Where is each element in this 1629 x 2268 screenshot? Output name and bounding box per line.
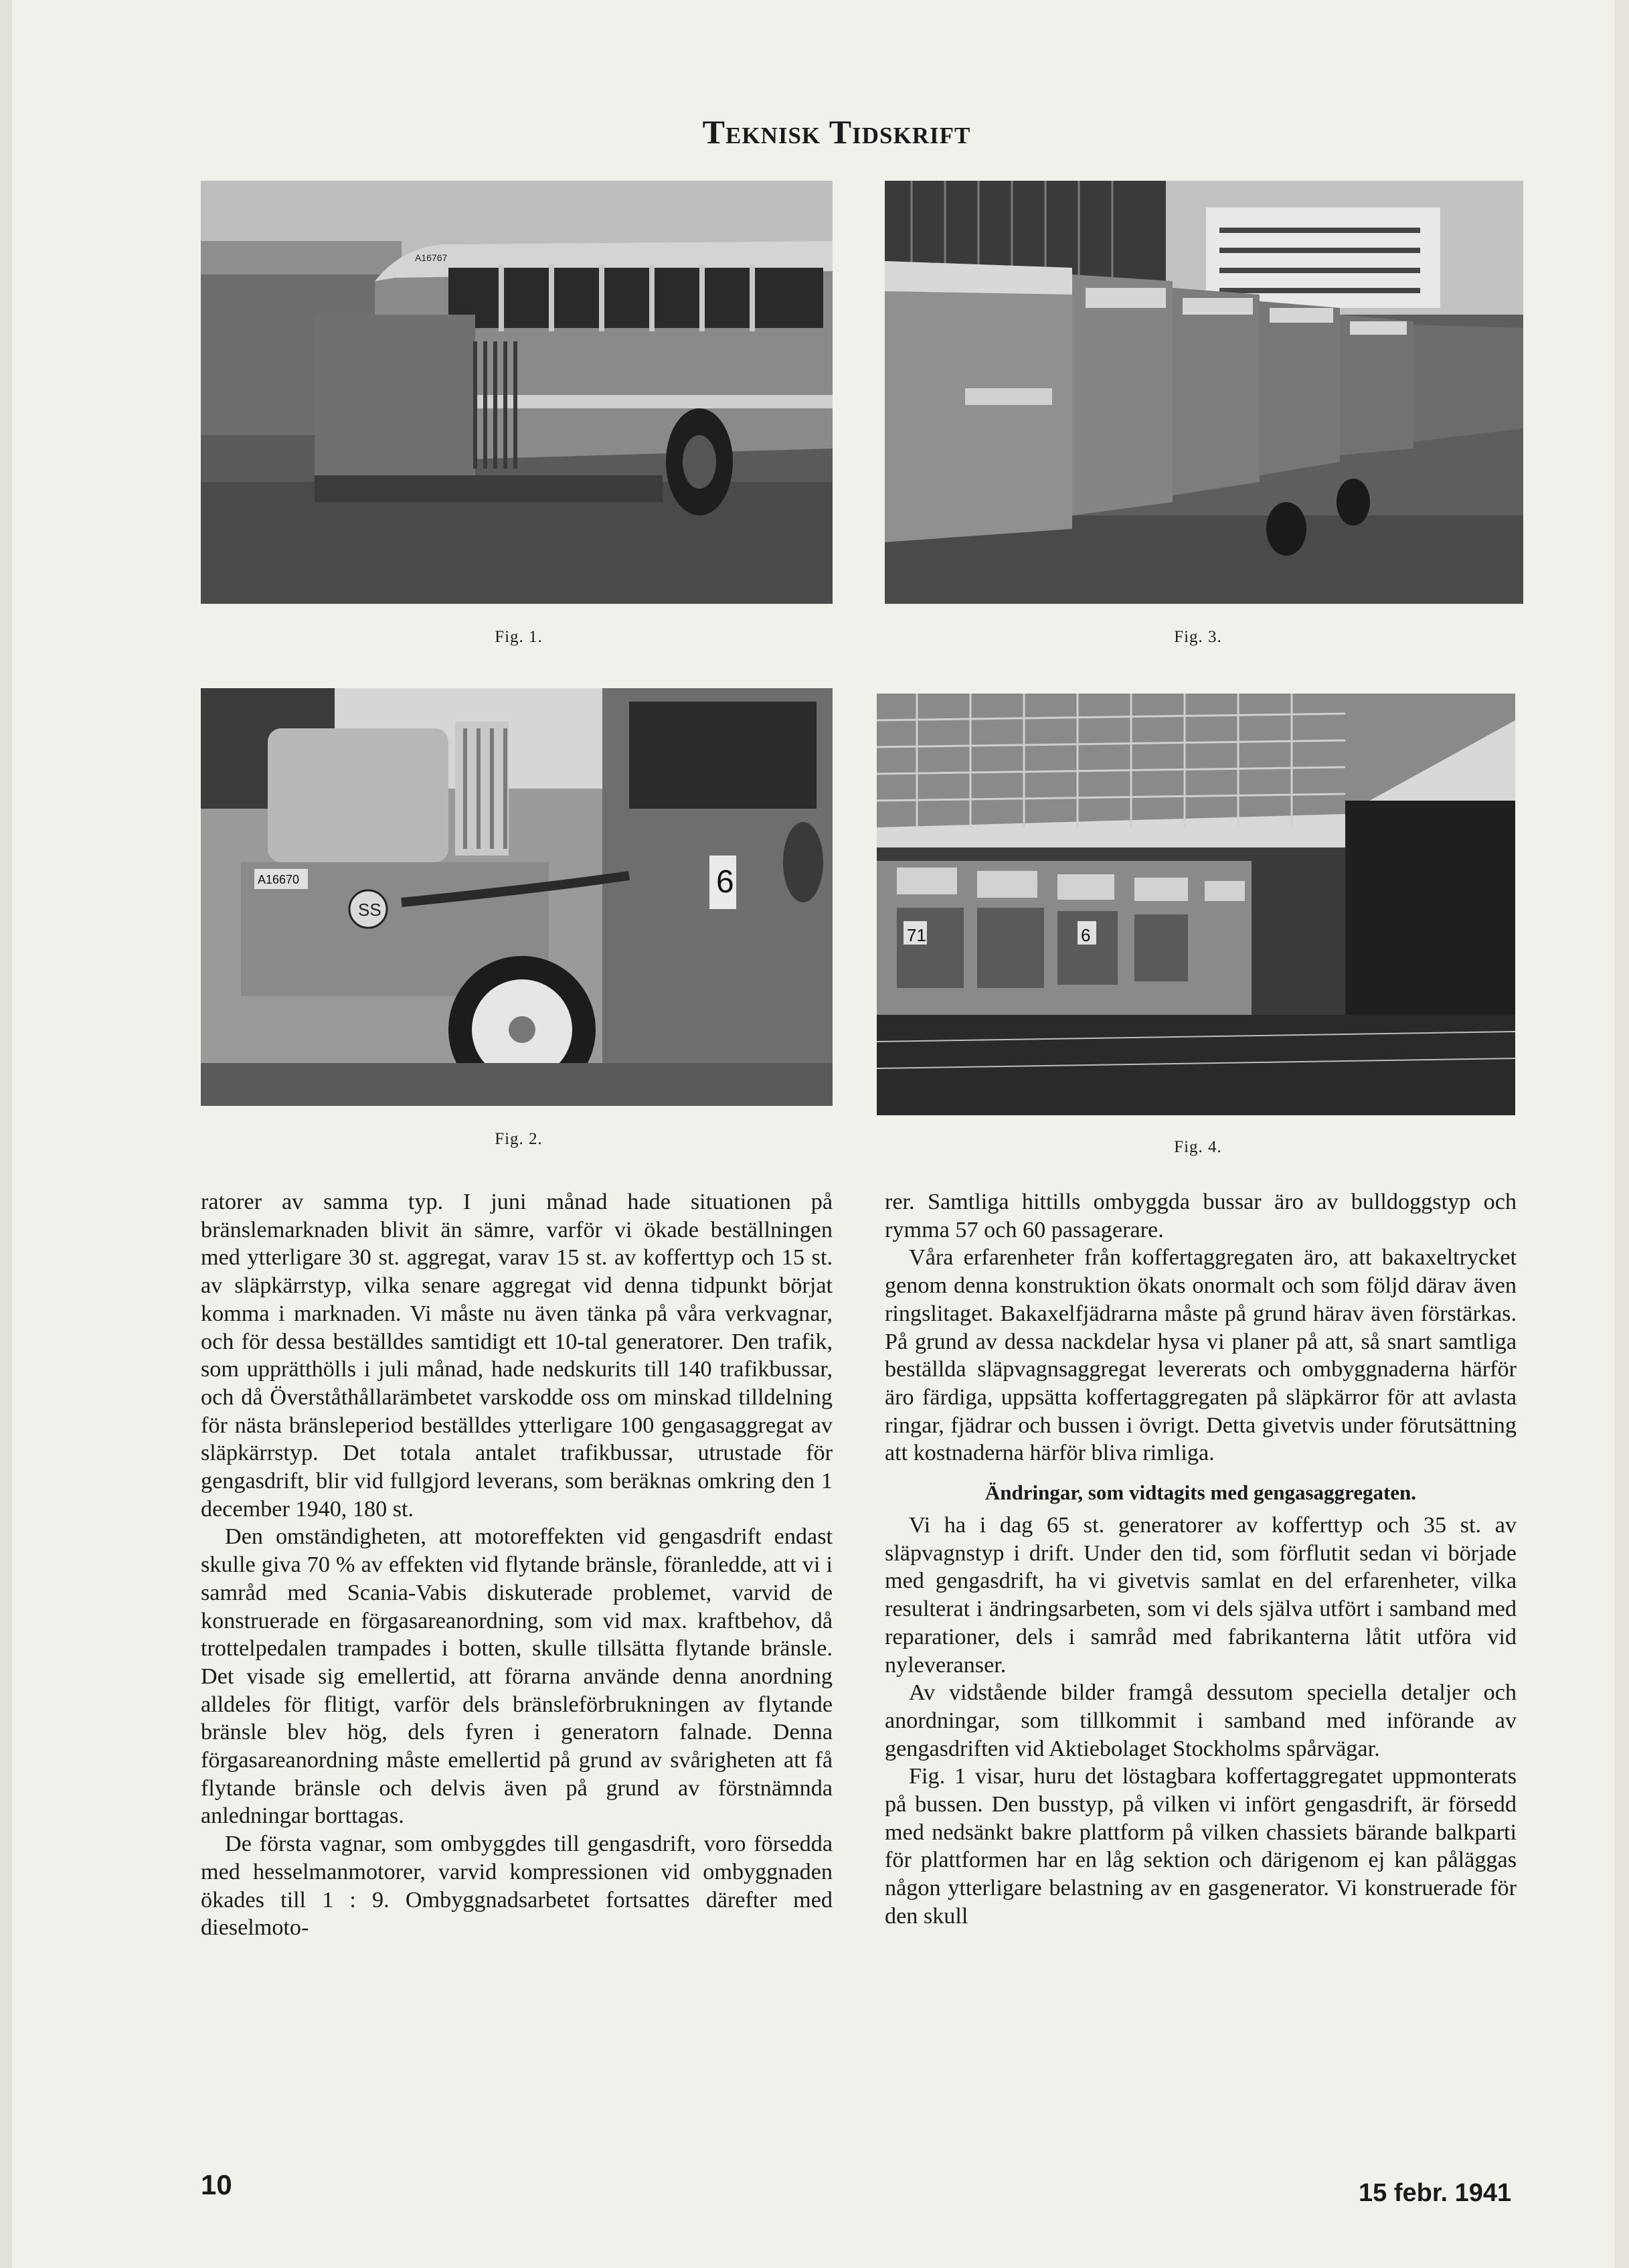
left-paragraph-3: De första vagnar, som ombyggdes till gengasdrift, voro försedda med hesselmanmotorer, varvid kompressionen vid ombyggnaden ökades till 1 : 9. Ombyggnadsarbetet fortsattes därefter med dieselmoto- bbox=[201, 1832, 833, 1941]
bus-plate-text: A16767 bbox=[415, 252, 448, 263]
page-edge-right bbox=[1614, 0, 1629, 2268]
issue-date: 15 febr. 1941 bbox=[1359, 2179, 1512, 2207]
figure-4-caption: Fig. 4. bbox=[1174, 1138, 1222, 1156]
figure-1-caption: Fig. 1. bbox=[495, 628, 543, 646]
right-paragraph-2: Våra erfarenheter från koffertaggregaten äro, att bakaxeltrycket genom denna konstruktion ökats onormalt och som följd därav även ringslitaget. Bakaxelfjädrarna måste på grund härav även förstärkas. På grund av dessa nackdelar hysa vi planer på att, så snart samtliga beställda släpvagnsaggregat levererats och ombyggnaderna härför äro färdiga, uppsätta koffertaggregaten på släpkärror för att avlasta ringar, fjädrar och bussen i övrigt. Detta givetvis under förutsättning att kostnaderna härför bliva rimliga. bbox=[885, 1245, 1517, 1466]
right-text-column bbox=[885, 1188, 1517, 1931]
left-text-column bbox=[201, 1188, 833, 1942]
right-paragraph-5: Fig. 1 visar, huru det löstagbara koffertaggregatet uppmonterats på bussen. Den busstyp, på vilken vi infört gengasdrift, är försedd med nedsänkt bakre plattform på vilken chassiets bärande balkparti för plattformen har en låg sektion och därigenom ej kan påläggas någon ytterligare belastning av en gasgenerator. Vi konstruerade för den skull bbox=[885, 1764, 1517, 1929]
section-heading: Ändringar, som vidtagits med gengasaggregaten. bbox=[984, 1481, 1417, 1505]
fleet-number-a-text: 6 bbox=[716, 864, 734, 900]
figure-2-caption: Fig. 2. bbox=[495, 1130, 543, 1148]
figure-2-trailer-photo bbox=[201, 688, 833, 1106]
fleet-number-c-text: 6 bbox=[1081, 925, 1091, 945]
masthead: Teknisk Tidskrift bbox=[702, 113, 971, 151]
trailer-plate-text: A16670 bbox=[258, 873, 300, 886]
figure-3-bus-row-photo bbox=[885, 181, 1523, 604]
page-edge-left bbox=[0, 0, 12, 2268]
page-number: 10 bbox=[201, 2169, 232, 2200]
fleet-number-b-text: 71 bbox=[907, 925, 926, 945]
left-paragraph-1: ratorer av samma typ. I juni månad hade situationen på bränslemarknaden blivit än sämre, varför vi ökade beställningen med ytterligare 30 st. aggregat, varav 15 st. av kofferttyp och 15 st. av släpkärrstyp, vilka senare aggregat vid denna tidpunkt börjat komma i marknaden. Vi måste nu även tänka på våra verkvagnar, och för dessa beställdes samtidigt ett 10-tal generatorer. Den trafik, som upprätthölls i juli månad, hade nedskurits till 140 trafikbussar, och då Överståthållarämbetet varskodde oss om minskad tilldelning för nästa bränsleperiod beställdes ytterligare 100 gengasaggregat av släpkärrstyp. Det totala antalet trafikbussar, utrustade för gengasdrift, blir vid fullgjord leverans, som beräknas omkring den 1 december 1940, 180 st. bbox=[201, 1190, 833, 1522]
right-paragraph-3: Vi ha i dag 65 st. generatorer av kofferttyp och 35 st. av släpvagnstyp i drift. Under den tid, som förflutit sedan vi började med gengasdrift, ha vi givetvis samlat en del erfarenheter, vilka resulterat i ändringsarbeten, som vi dels själva utfört i samband med reparationer, dels i samråd med fabrikanterna låtit utföra vid nyleveranser. bbox=[885, 1513, 1517, 1678]
figure-4-depot-photo bbox=[877, 694, 1515, 1115]
right-paragraph-1: rer. Samtliga hittills ombyggda bussar äro av bulldoggstyp och rymma 57 och 60 passagerare. bbox=[885, 1190, 1517, 1242]
trailer-badge-text: SS bbox=[358, 900, 381, 920]
figure-3-caption: Fig. 3. bbox=[1174, 628, 1222, 646]
right-paragraph-4: Av vidstående bilder framgå dessutom speciella detaljer och anordningar, som tillkommit i samband med införande av gengasdriften vid Aktiebolaget Stockholms spårvägar. bbox=[885, 1680, 1517, 1761]
figure-1-bus-photo bbox=[201, 181, 833, 604]
left-paragraph-2: Den omständigheten, att motoreffekten vid gengasdrift endast skulle giva 70 % av effekten vid flytande bränsle, föranledde, att vi i samråd med Scania-Vabis diskuterade problemet, varvid de konstruerade en förgasareanordning, som vid max. kraftbehov, då trottelpedalen trampades i botten, skulle tillsätta flytande bränsle. Det visade sig emellertid, att förarna använde denna anordning alldeles för flitigt, varför dels bränsleförbrukningen av flytande bränsle blev hög, dels fyren i generatorn falnade. Denna förgasareanordning måste emellertid på grund av svårigheten att få flytande bränsle och delvis även på grund av förstnämnda anledningar borttagas. bbox=[201, 1524, 833, 1829]
